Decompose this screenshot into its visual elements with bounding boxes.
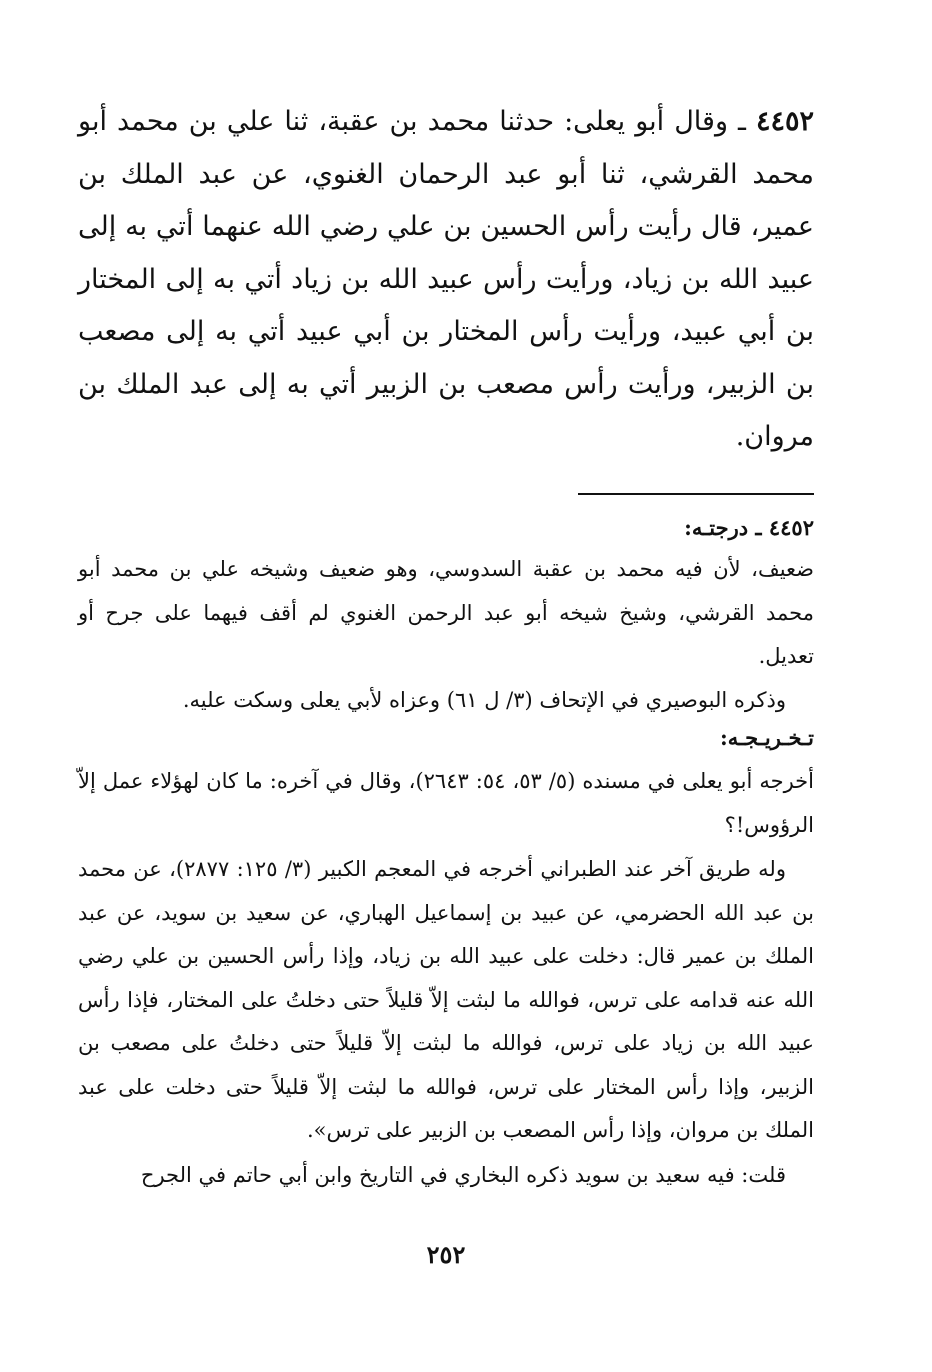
takhrij-heading [78, 716, 814, 761]
footnote-separator [578, 493, 814, 495]
hadith-number: ٤٤٥٢ [755, 106, 814, 137]
grading-heading [78, 506, 814, 551]
page-number: ٢٥٢ [426, 1240, 466, 1269]
takhrij-paragraph-1: أخرجه أبو يعلى في مسنده (٥/ ٥٣، ٥٤: ٢٦٤٣)، وقال في آخره: ما كان لهؤلاء عمل إلاّ الرؤوس!؟ [78, 769, 814, 837]
hadith-text [78, 96, 814, 464]
hadith-body: ـ وقال أبو يعلى: حدثنا محمد بن عقبة، ثنا علي بن محمد أبو محمد القرشي، ثنا أبو عبد الرحمان الغنوي، عن عبد الملك بن عمير، قال رأيت رأس الحسين بن علي رضي الله عنهما أتي به إلى عبيد الله بن زياد، ورأيت رأس عبيد الله بن زياد أتي به إلى المختار بن أبي عبيد، ورأيت رأس المختار بن أبي عبيد أتي به إلى مصعب بن الزبير، ورأيت رأس مصعب بن الزبير أتي به إلى عبد الملك بن مروان. [78, 106, 814, 452]
takhrij-paragraph-2: وله طريق آخر عند الطبراني أخرجه في المعجم الكبير (٣/ ١٢٥: ٢٨٧٧)، عن محمد بن عبد الله الحضرمي، عن عبيد بن إسماعيل الهباري، عن سعيد بن سويد، عن عبد الملك بن عمير قال: دخلت على عبيد الله بن زياد، وإذا رأس الحسين بن علي رضي الله عنه قدامه على ترس، فوالله ما لبثت إلاّ قليلاً حتى دخلتُ على المختار، فإذا رأس عبيد الله بن زياد على ترس، فوالله ما لبثت إلاّ قليلاً حتى دخلتُ على مصعب بن الزبير، وإذا رأس المختار على ترس، فوالله ما لبثت إلاّ قليلاً حتى دخلت على عبد الملك بن مروان، وإذا رأس المصعب بن الزبير على ترس». [78, 857, 814, 1142]
takhrij-paragraph-3: قلت: فيه سعيد بن سويد ذكره البخاري في التاريخ وابن أبي حاتم في الجرح [140, 1163, 786, 1187]
grading-paragraph: ضعيف، لأن فيه محمد بن عقبة السدوسي، وهو ضعيف وشيخه علي بن محمد أبو محمد القرشي، وشيخ شيخه أبو عبد الرحمن الغنوي لم أقف فيهما على جرح أو تعديل. [78, 557, 814, 668]
grading-heading-text: ٤٤٥٢ ـ درجتـه: [684, 515, 814, 540]
takhrij-heading-text: تـخـريـجـه: [719, 725, 814, 750]
book-page [78, 96, 814, 1336]
grading-source-paragraph: وذكره البوصيري في الإتحاف (٣/ ل ٦١) وعزاه لأبي يعلى وسكت عليه. [182, 688, 786, 712]
